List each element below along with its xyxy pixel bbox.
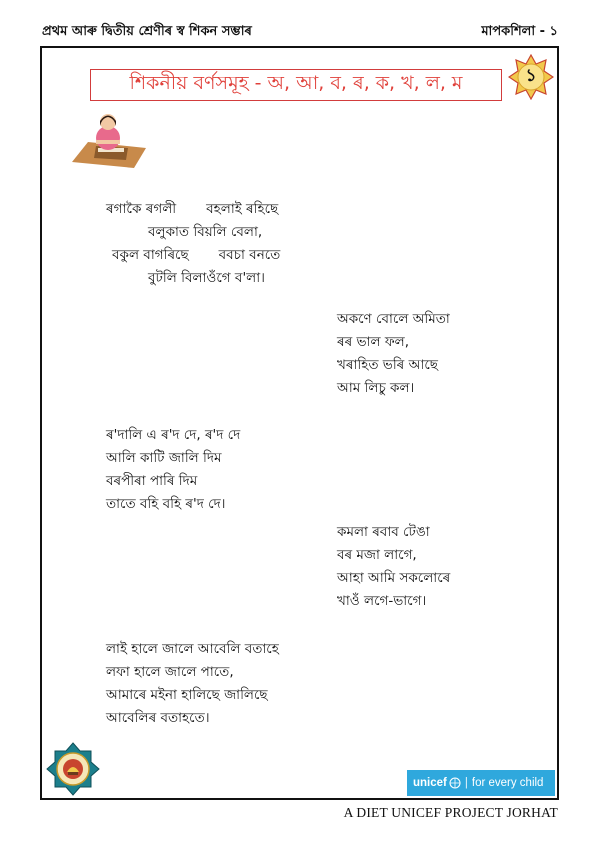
unicef-separator: | xyxy=(464,777,468,789)
poem-1 xyxy=(106,198,280,290)
poem-line: ৰৰ ভাল ফল, xyxy=(337,334,410,350)
poem-line: আম লিচু কল। xyxy=(337,380,415,396)
poem-line: লফা হালে জালে পাতে, xyxy=(106,664,234,680)
unicef-name: unicef xyxy=(413,777,447,789)
poem-line: বৰ মজা লাগে, xyxy=(337,547,417,563)
header-left-title: প্ৰথম আৰু দ্বিতীয় শ্ৰেণীৰ স্ব শিকন সম্ভাৰ xyxy=(42,24,252,39)
poem-line: খাওঁ লগে-ভাগে। xyxy=(337,593,427,609)
poem-line: আলি কাটি জালি দিম xyxy=(106,450,222,466)
title-box: শিকনীয় বৰ্ণসমূহ - অ, আ, ব, ৰ, ক, খ, ল, ম xyxy=(90,69,502,101)
poem-line: ৰগাকৈ ৰগলী বহলাই ৰহিছে xyxy=(106,201,279,217)
unicef-tagline: for every child xyxy=(471,777,544,789)
badge-number: ১ xyxy=(525,66,537,86)
poem-line: বুটলি বিলাওঁগে ব'লা। xyxy=(148,270,265,286)
girl-harmonium-illustration-icon xyxy=(68,108,150,170)
poem-line: আবেলিৰ বতাহতে। xyxy=(106,710,210,726)
poem-line: তাতে বহি বহি ৰ'দ দে। xyxy=(106,496,226,512)
poem-line: ৰ'দালি এ ৰ'দ দে, ৰ'দ দে xyxy=(106,427,241,443)
poem-line: আমাৰে মইনা হালিছে জালিছে xyxy=(106,687,268,703)
unicef-banner xyxy=(407,770,555,796)
poem-line: খৰাহিত ভৰি আছে xyxy=(337,357,438,373)
poem-line: অকণে বোলে অমিতা xyxy=(337,311,450,327)
diet-emblem-logo-icon xyxy=(46,742,100,796)
poem-line: কমলা ৰবাব টেঙা xyxy=(337,524,430,540)
poem-2 xyxy=(337,308,450,400)
poem-line: বলুকাত বিয়লি বেলা, xyxy=(148,224,263,240)
poem-4 xyxy=(337,521,450,613)
header-page-label: মাপকশিলা - ১ xyxy=(481,24,558,39)
poem-5 xyxy=(106,638,279,730)
poem-line: আহা আমি সকলোৰে xyxy=(337,570,451,586)
poem-3 xyxy=(106,424,240,516)
poem-line: বকুল বাগৰিছে ববচা বনতে xyxy=(112,247,281,263)
poem-line: লাই হালে জালে আবেলি বতাহে xyxy=(106,641,279,657)
unicef-globe-icon xyxy=(449,777,461,789)
footer-project-label: A DIET UNICEF PROJECT JORHAT xyxy=(343,805,558,820)
poem-line: বৰপীৰা পাৰি দিম xyxy=(106,473,198,489)
